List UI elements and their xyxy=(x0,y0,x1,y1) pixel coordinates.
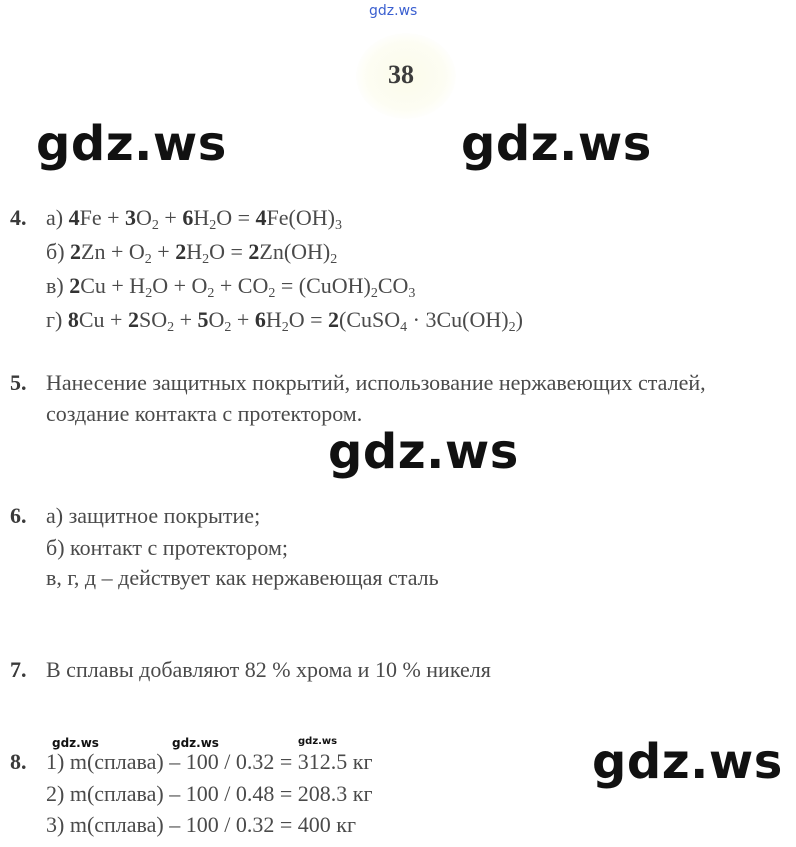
q4-reaction-g: г) $8Cu + 2SO_2 + 5O_2 + 6H_2O$ = 2(CuSO$_4$ · $3Cu(OH)_2$) xyxy=(46,307,523,335)
q6-answer-line-3: в, г, д – действует как нержавеющая сталь xyxy=(46,565,439,590)
watermark-tiny-3: gdz.ws xyxy=(298,736,338,747)
q7-answer-line-1: В сплавы добавляют 82 % хрома и 10 % никеля xyxy=(46,657,491,682)
question-6-number: 6. xyxy=(10,503,27,528)
q4-reaction-b: б) $2Zn + O_2 + 2H_2O = 2Zn(OH)_2$ xyxy=(46,239,338,267)
q4-reaction-v: в) $2Cu + H_2O + O_2 + CO_2$ = $(CuOH)_2CO_3$ xyxy=(46,273,416,301)
watermark-tiny-1: gdz.ws xyxy=(52,736,99,750)
question-7-number: 7. xyxy=(10,657,27,682)
q8-answer-line-1: 1) m(сплава) – 100 / 0.32 = 312.5 кг xyxy=(46,749,373,774)
q8-answer-line-2: 2) m(сплава) – 100 / 0.48 = 208.3 кг xyxy=(46,781,373,806)
question-4-number: 4. xyxy=(10,205,27,230)
watermark-tiny-2: gdz.ws xyxy=(172,736,219,750)
watermark-top: gdz.ws xyxy=(369,3,418,19)
watermark-2: gdz.ws xyxy=(461,116,652,172)
q6-answer-line-2: б) контакт с протектором; xyxy=(46,535,288,560)
q8-answer-line-3: 3) m(сплава) – 100 / 0.32 = 400 кг xyxy=(46,812,356,837)
question-8-number: 8. xyxy=(10,749,27,774)
question-5-number: 5. xyxy=(10,370,27,395)
watermark-1: gdz.ws xyxy=(36,116,227,172)
q6-answer-line-1: а) защитное покрытие; xyxy=(46,503,261,528)
watermark-3: gdz.ws xyxy=(328,424,519,480)
q4-reaction-a: а) $4Fe + 3O_2 + 6H_2O = 4Fe(OH)_3$ xyxy=(46,205,342,233)
page-number: 38 xyxy=(388,60,414,89)
q5-answer-line-2: создание контакта с протектором. xyxy=(46,401,363,426)
watermark-4: gdz.ws xyxy=(592,734,783,790)
q5-answer-line-1: Нанесение защитных покрытий, использование нержавеющих сталей, xyxy=(46,370,706,395)
